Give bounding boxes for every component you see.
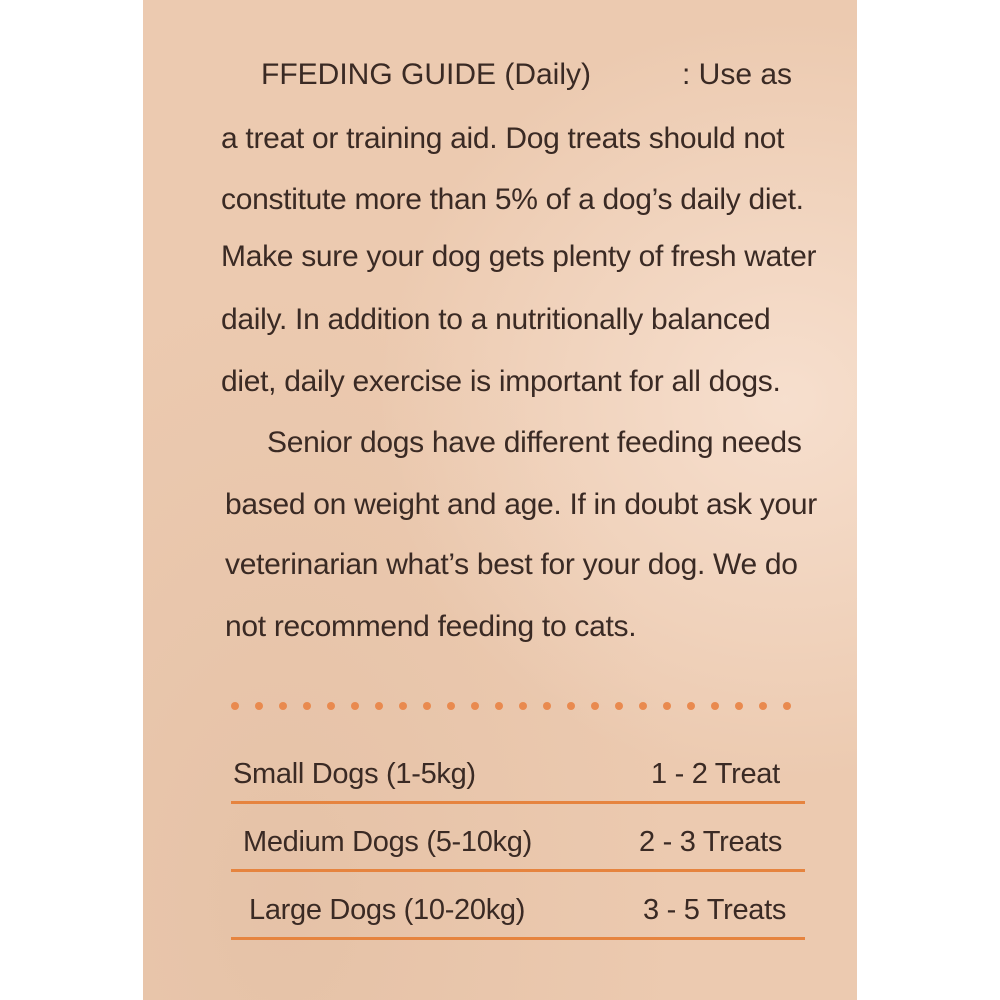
packaging-label	[143, 0, 857, 1000]
row-divider	[231, 801, 805, 804]
treat-amount: 3 - 5 Treats	[643, 894, 787, 926]
divider-dot	[351, 702, 359, 710]
guide-text-line: diet, daily exercise is important for all dogs.	[221, 365, 781, 398]
divider-dot	[735, 702, 743, 710]
divider-dot	[759, 702, 767, 710]
divider-dot	[327, 702, 335, 710]
feeding-guide-heading: FFEDING GUIDE (Daily)	[261, 58, 591, 91]
treat-amount: 1 - 2 Treat	[651, 758, 780, 790]
divider-dot	[231, 702, 239, 710]
guide-text-line: Senior dogs have different feeding needs	[267, 426, 802, 459]
divider-dot	[279, 702, 287, 710]
divider-dot	[615, 702, 623, 710]
divider-dot	[783, 702, 791, 710]
divider-dot	[711, 702, 719, 710]
divider-dot	[543, 702, 551, 710]
divider-dot	[471, 702, 479, 710]
dog-size-label: Large Dogs (10-20kg)	[249, 894, 526, 926]
row-divider	[231, 937, 805, 940]
divider-dot	[495, 702, 503, 710]
dog-size-label: Medium Dogs (5-10kg)	[243, 826, 532, 858]
dotted-divider	[231, 700, 791, 712]
feeding-table-row	[231, 890, 805, 940]
divider-dot	[663, 702, 671, 710]
divider-dot	[375, 702, 383, 710]
divider-dot	[519, 702, 527, 710]
guide-text-line: not recommend feeding to cats.	[225, 610, 637, 643]
divider-dot	[399, 702, 407, 710]
guide-text-line: based on weight and age. If in doubt ask your	[225, 488, 817, 521]
feeding-table-row	[231, 822, 805, 872]
divider-dot	[639, 702, 647, 710]
guide-text-line: daily. In addition to a nutritionally balanced	[221, 303, 771, 336]
guide-text-line: veterinarian what’s best for your dog. We do	[225, 548, 798, 581]
divider-dot	[591, 702, 599, 710]
divider-dot	[447, 702, 455, 710]
guide-text-line: a treat or training aid. Dog treats should not	[221, 122, 785, 155]
divider-dot	[423, 702, 431, 710]
guide-text-line: Make sure your dog gets plenty of fresh water	[221, 240, 817, 273]
dog-size-label: Small Dogs (1-5kg)	[233, 758, 476, 790]
feeding-table-row	[231, 754, 805, 804]
row-divider	[231, 869, 805, 872]
feeding-guide-heading-suffix: : Use as	[682, 58, 793, 91]
guide-text-line: constitute more than 5% of a dog’s daily diet.	[221, 183, 804, 216]
divider-dot	[303, 702, 311, 710]
treat-amount: 2 - 3 Treats	[639, 826, 783, 858]
divider-dot	[567, 702, 575, 710]
divider-dot	[687, 702, 695, 710]
divider-dot	[255, 702, 263, 710]
